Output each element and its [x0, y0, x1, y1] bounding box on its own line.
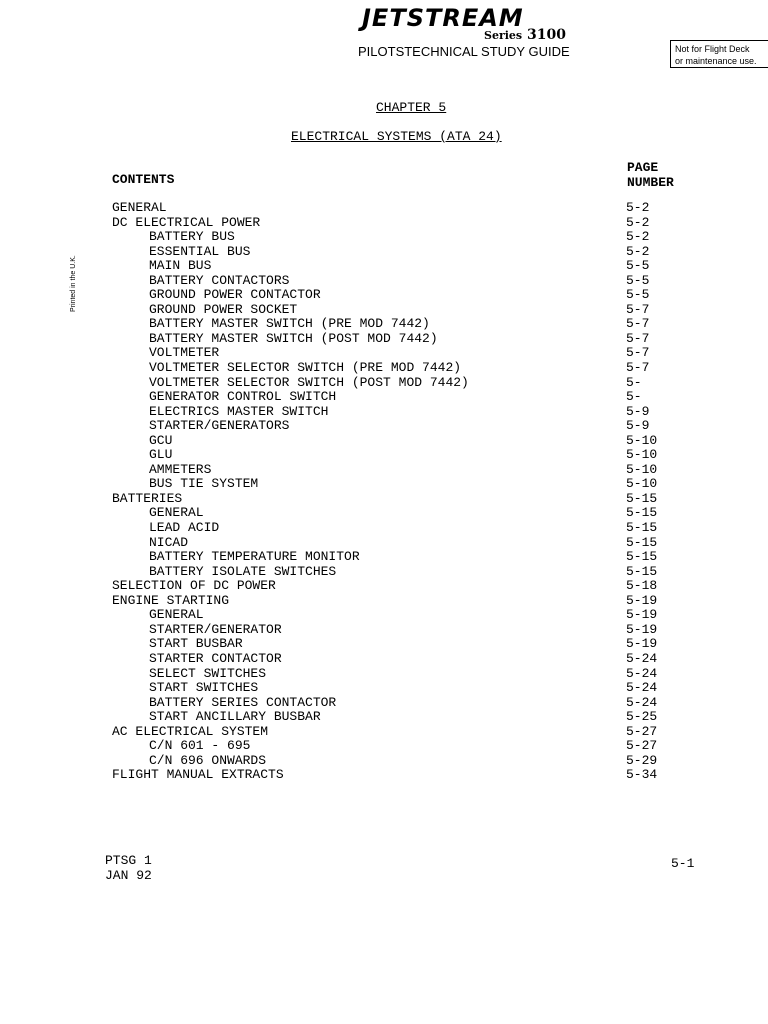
toc-entry-page: 5-29: [626, 752, 658, 768]
toc-entry-page: 5-15: [626, 505, 658, 521]
toc-entry: [0, 419, 768, 434]
series-number: 3100: [526, 27, 566, 43]
toc-entry-page: 5-15: [626, 520, 658, 536]
toc-entry-page: 5-10: [626, 461, 658, 477]
toc-entry-title: FLIGHT MANUAL EXTRACTS: [112, 767, 284, 783]
toc-entry: [0, 274, 768, 289]
toc-entry: [0, 506, 768, 521]
toc-entry-page: 5-24: [626, 665, 658, 681]
toc-entry-page: 5-5: [626, 287, 650, 303]
toc-entry-page: 5-2: [626, 229, 650, 245]
toc-entry-page: 5-15: [626, 534, 658, 550]
page-heading-line-2: NUMBER: [627, 175, 674, 190]
toc-entry-title: C/N 601 - 695: [149, 738, 251, 754]
toc-entry-page: 5-18: [626, 578, 658, 594]
toc-entry-title: BATTERY CONTACTORS: [149, 272, 290, 288]
toc-entry-page: 5-15: [626, 490, 658, 506]
toc-entry: [0, 303, 768, 318]
toc-entry: [0, 623, 768, 638]
toc-entry-page: 5-24: [626, 680, 658, 696]
page-heading-line-1: PAGE: [627, 160, 659, 175]
toc-entry-page: 5-15: [626, 549, 658, 565]
toc-entry: [0, 492, 768, 507]
toc-entry: [0, 550, 768, 565]
toc-entry-title: BATTERY BUS: [149, 229, 235, 245]
toc-entry-title: BATTERY ISOLATE SWITCHES: [149, 563, 337, 579]
toc-entry-title: VOLTMETER SELECTOR SWITCH (POST MOD 7442): [149, 374, 469, 390]
toc-entry-page: 5-: [626, 389, 642, 405]
toc-entry-title: GENERAL: [149, 505, 204, 521]
page-number-heading: [627, 160, 674, 190]
toc-entry: [0, 652, 768, 667]
toc-entry-title: START BUSBAR: [149, 636, 243, 652]
footer-page-number: 5-1: [671, 856, 695, 871]
toc-entry-title: GLU: [149, 447, 173, 463]
toc-entry-title: GCU: [149, 432, 173, 448]
toc-entry-page: 5-19: [626, 636, 658, 652]
toc-entry-page: 5-9: [626, 403, 650, 419]
footer-doc-ref: PTSG 1: [105, 853, 152, 868]
toc-entry-title: START SWITCHES: [149, 680, 259, 696]
toc-entry-title: GENERATOR CONTROL SWITCH: [149, 389, 337, 405]
toc-entry: [0, 667, 768, 682]
toc-entry-title: SELECT SWITCHES: [149, 665, 267, 681]
toc-entry-title: BATTERY TEMPERATURE MONITOR: [149, 549, 360, 565]
toc-entry: [0, 346, 768, 361]
printed-in-note: Printed in the U.K.: [70, 255, 77, 312]
toc-entry: [0, 521, 768, 536]
toc-entry-page: 5-5: [626, 272, 650, 288]
toc-entry-page: 5-: [626, 374, 642, 390]
brand-logo: JETSTREAM: [362, 4, 524, 32]
toc-entry-title: BATTERY MASTER SWITCH (POST MOD 7442): [149, 330, 438, 346]
toc-entry-title: AMMETERS: [149, 461, 212, 477]
chapter-heading: CHAPTER 5: [376, 100, 447, 115]
toc-entry-page: 5-7: [626, 316, 650, 332]
toc-entry-page: 5-10: [626, 432, 658, 448]
toc-entry-page: 5-25: [626, 709, 658, 725]
toc-entry-title: AC ELECTRICAL SYSTEM: [112, 723, 269, 739]
toc-entry-page: 5-19: [626, 621, 658, 637]
table-of-contents: [0, 201, 768, 783]
toc-entry-title: BATTERY SERIES CONTACTOR: [149, 694, 337, 710]
toc-entry-title: BATTERY MASTER SWITCH (PRE MOD 7442): [149, 316, 430, 332]
toc-entry: [0, 317, 768, 332]
section-title: ELECTRICAL SYSTEMS (ATA 24): [291, 129, 502, 144]
stamp-line-1: Not for Flight Deck: [675, 44, 750, 54]
toc-entry: [0, 434, 768, 449]
toc-entry: [0, 288, 768, 303]
contents-heading: CONTENTS: [112, 172, 175, 187]
toc-entry-page: 5-7: [626, 345, 650, 361]
toc-entry-title: NICAD: [149, 534, 189, 550]
toc-entry: [0, 216, 768, 231]
toc-entry-title: STARTER CONTACTOR: [149, 650, 282, 666]
toc-entry: [0, 739, 768, 754]
toc-entry-title: VOLTMETER SELECTOR SWITCH (PRE MOD 7442): [149, 360, 462, 376]
toc-entry: [0, 579, 768, 594]
toc-entry-title: BATTERIES: [112, 490, 183, 506]
toc-entry-page: 5-7: [626, 301, 650, 317]
toc-entry: [0, 725, 768, 740]
toc-entry: [0, 376, 768, 391]
toc-entry-title: MAIN BUS: [149, 258, 212, 274]
toc-entry-page: 5-2: [626, 200, 650, 215]
toc-entry: [0, 332, 768, 347]
toc-entry: [0, 245, 768, 260]
toc-entry-page: 5-9: [626, 418, 650, 434]
toc-entry: [0, 361, 768, 376]
toc-entry-title: GENERAL: [149, 607, 204, 623]
restriction-stamp: [670, 40, 768, 68]
toc-entry-page: 5-15: [626, 563, 658, 579]
toc-entry-page: 5-7: [626, 360, 650, 376]
toc-entry: [0, 637, 768, 652]
toc-entry: [0, 477, 768, 492]
toc-entry-page: 5-7: [626, 330, 650, 346]
toc-entry-title: GROUND POWER SOCKET: [149, 301, 298, 317]
toc-entry-page: 5-5: [626, 258, 650, 274]
toc-entry-title: STARTER/GENERATOR: [149, 621, 282, 637]
toc-entry-title: SELECTION OF DC POWER: [112, 578, 276, 594]
toc-entry-title: DC ELECTRICAL POWER: [112, 214, 261, 230]
toc-entry-page: 5-19: [626, 607, 658, 623]
toc-entry-page: 5-24: [626, 650, 658, 666]
toc-entry: [0, 608, 768, 623]
toc-entry-title: GENERAL: [112, 200, 167, 215]
toc-entry-page: 5-24: [626, 694, 658, 710]
toc-entry-title: C/N 696 ONWARDS: [149, 752, 267, 768]
toc-entry: [0, 754, 768, 769]
footer-date: JAN 92: [105, 868, 152, 883]
toc-entry-page: 5-27: [626, 723, 658, 739]
toc-entry: [0, 681, 768, 696]
toc-entry: [0, 565, 768, 580]
toc-entry: [0, 710, 768, 725]
toc-entry-page: 5-10: [626, 447, 658, 463]
toc-entry-title: ESSENTIAL BUS: [149, 243, 251, 259]
toc-entry-page: 5-2: [626, 243, 650, 259]
toc-entry-title: BUS TIE SYSTEM: [149, 476, 259, 492]
toc-entry-title: START ANCILLARY BUSBAR: [149, 709, 321, 725]
series-label: [484, 27, 566, 43]
guide-title: PILOTSTECHNICAL STUDY GUIDE: [358, 44, 570, 59]
toc-entry-page: 5-19: [626, 592, 658, 608]
toc-entry-page: 5-34: [626, 767, 658, 783]
toc-entry-page: 5-10: [626, 476, 658, 492]
toc-entry-title: LEAD ACID: [149, 520, 220, 536]
toc-entry: [0, 405, 768, 420]
toc-entry: [0, 594, 768, 609]
toc-entry: [0, 390, 768, 405]
toc-entry-title: ENGINE STARTING: [112, 592, 230, 608]
toc-entry-page: 5-2: [626, 214, 650, 230]
toc-entry: [0, 463, 768, 478]
toc-entry: [0, 448, 768, 463]
toc-entry-title: ELECTRICS MASTER SWITCH: [149, 403, 329, 419]
series-prefix: Series: [484, 29, 523, 42]
toc-entry-title: GROUND POWER CONTACTOR: [149, 287, 321, 303]
toc-entry-title: STARTER/GENERATORS: [149, 418, 290, 434]
toc-entry: [0, 696, 768, 711]
toc-entry: [0, 259, 768, 274]
toc-entry: [0, 201, 768, 216]
toc-entry: [0, 536, 768, 551]
toc-entry: [0, 768, 768, 783]
footer-reference: [105, 853, 152, 883]
stamp-line-2: or maintenance use.: [675, 56, 757, 66]
toc-entry-title: VOLTMETER: [149, 345, 220, 361]
toc-entry: [0, 230, 768, 245]
toc-entry-page: 5-27: [626, 738, 658, 754]
